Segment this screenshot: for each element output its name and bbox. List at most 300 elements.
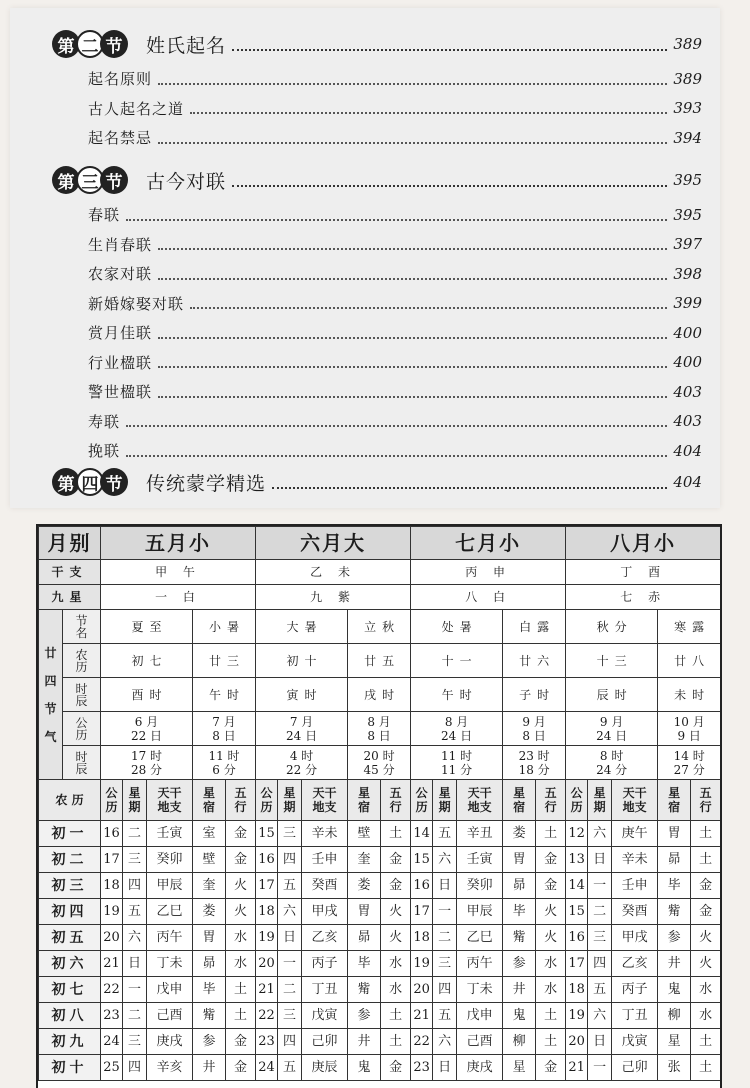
term-date: 8 月 24 日 (411, 712, 503, 746)
toc-item-page: 403 (673, 382, 702, 401)
day-cell: 水 (226, 925, 256, 951)
dot-leader (158, 132, 667, 144)
term-shi: 午 时 (193, 678, 256, 712)
toc-item-label: 寿联 (88, 412, 121, 431)
toc-item[interactable] (88, 68, 702, 89)
col-head: 星 期 (588, 780, 612, 821)
day-cell: 金 (226, 847, 256, 873)
day-cell: 日 (278, 925, 302, 951)
toc-item-page: 400 (673, 353, 702, 371)
day-cell: 六 (588, 821, 612, 847)
day-cell: 甲戌 (612, 925, 658, 951)
term-date: 9 月 24 日 (566, 712, 658, 746)
month-ganzhi: 甲 午 (101, 560, 256, 585)
toc-item-page: 403 (673, 412, 702, 430)
day-cell: 二 (278, 977, 302, 1003)
row-label-ganzhi: 干支 (39, 560, 101, 585)
table-row (39, 899, 721, 925)
day-cell: 甲戌 (302, 899, 348, 925)
corner-label: 月别 (39, 527, 101, 560)
day-cell: 奎 (348, 847, 381, 873)
dot-leader (190, 102, 667, 114)
dot-leader (126, 209, 667, 221)
month-ganzhi: 乙 未 (256, 560, 411, 585)
day-cell: 二 (433, 925, 457, 951)
toc-item[interactable] (88, 204, 702, 225)
table-row (39, 585, 721, 610)
table-row (39, 746, 721, 780)
day-cell: 鬼 (503, 1003, 536, 1029)
term-shi: 酉 时 (101, 678, 193, 712)
term-shi: 未 时 (658, 678, 721, 712)
month-jiuxing: 八 白 (411, 585, 566, 610)
day-cell: 壬申 (612, 873, 658, 899)
col-head: 公 历 (256, 780, 278, 821)
day-cell: 参 (348, 1003, 381, 1029)
toc-item-page: 397 (673, 235, 702, 253)
toc-item-label: 农家对联 (88, 265, 153, 283)
day-cell: 癸酉 (302, 873, 348, 899)
day-cell: 四 (278, 1029, 302, 1055)
col-head: 天干 地支 (457, 780, 503, 821)
day-cell: 觜 (658, 899, 691, 925)
toc-item[interactable] (88, 293, 702, 314)
day-cell: 火 (536, 899, 566, 925)
toc-item-page: 400 (673, 323, 702, 342)
term-nongli: 廿 六 (503, 644, 566, 678)
day-cell: 土 (691, 1055, 721, 1081)
day-cell: 壁 (193, 847, 226, 873)
day-cell: 土 (536, 1029, 566, 1055)
table-row (39, 644, 721, 678)
col-head: 公 历 (566, 780, 588, 821)
day-cell: 水 (536, 977, 566, 1003)
col-head: 星 宿 (348, 780, 381, 821)
dot-leader (158, 327, 667, 339)
section-badge (52, 30, 124, 58)
toc-item[interactable] (88, 263, 702, 284)
day-cell: 戊寅 (612, 1029, 658, 1055)
day-cell: 辛亥 (147, 1055, 193, 1081)
term-date: 8 月 8 日 (348, 712, 411, 746)
dot-leader (190, 297, 667, 309)
col-head: 五 行 (536, 780, 566, 821)
day-cell: 癸卯 (457, 873, 503, 899)
term-shi: 戌 时 (348, 678, 411, 712)
table-row (39, 977, 721, 1003)
day-cell: 乙亥 (302, 925, 348, 951)
table-row (39, 951, 721, 977)
day-cell: 丁丑 (302, 977, 348, 1003)
day-cell: 丙午 (147, 925, 193, 951)
day-cell: 日 (588, 1029, 612, 1055)
day-cell: 19 (101, 899, 123, 925)
toc-item[interactable] (88, 127, 702, 148)
term-date: 10 月 9 日 (658, 712, 721, 746)
term-nongli: 廿 三 (193, 644, 256, 678)
day-cell: 土 (536, 821, 566, 847)
col-head: 星 宿 (658, 780, 691, 821)
day-cell: 17 (256, 873, 278, 899)
day-cell: 22 (101, 977, 123, 1003)
day-cell: 17 (411, 899, 433, 925)
day-cell: 辛未 (612, 847, 658, 873)
day-cell: 金 (536, 1055, 566, 1081)
day-cell: 金 (536, 847, 566, 873)
lunar-day: 初九 (39, 1029, 101, 1055)
day-cell: 乙巳 (147, 899, 193, 925)
day-cell: 17 (101, 847, 123, 873)
day-cell: 甲辰 (147, 873, 193, 899)
day-cell: 水 (381, 951, 411, 977)
term-nongli: 初 十 (256, 644, 348, 678)
day-cell: 庚辰 (302, 1055, 348, 1081)
day-cell: 水 (691, 977, 721, 1003)
day-cell: 16 (101, 821, 123, 847)
day-cell: 一 (588, 1055, 612, 1081)
day-cell: 奎 (193, 873, 226, 899)
almanac-table (36, 524, 722, 1088)
toc-item[interactable] (88, 234, 702, 255)
lunar-day: 初八 (39, 1003, 101, 1029)
day-cell: 20 (256, 951, 278, 977)
day-cell: 庚戌 (457, 1055, 503, 1081)
col-head: 五 行 (226, 780, 256, 821)
term-name: 夏 至 (101, 610, 193, 644)
day-cell: 三 (123, 1029, 147, 1055)
term-shi: 寅 时 (256, 678, 348, 712)
day-cell: 土 (691, 847, 721, 873)
day-cell: 四 (123, 1055, 147, 1081)
toc-section[interactable] (52, 30, 702, 58)
day-cell: 参 (658, 925, 691, 951)
day-cell: 胃 (658, 821, 691, 847)
toc-item[interactable] (88, 440, 702, 461)
day-cell: 辛未 (302, 821, 348, 847)
day-cell: 毕 (193, 977, 226, 1003)
day-cell: 土 (381, 821, 411, 847)
table-row (39, 610, 721, 644)
toc-item-page: 393 (673, 99, 702, 117)
col-head: 星 宿 (193, 780, 226, 821)
badge-char: 节 (100, 30, 128, 58)
term-nongli: 廿 八 (658, 644, 721, 678)
day-cell: 金 (381, 847, 411, 873)
day-cell: 火 (381, 899, 411, 925)
day-cell: 张 (658, 1055, 691, 1081)
sub-label: 公 历 (63, 712, 101, 746)
day-cell: 乙巳 (457, 925, 503, 951)
badge-char: 节 (100, 468, 128, 496)
day-cell: 一 (123, 977, 147, 1003)
day-cell: 己卯 (302, 1029, 348, 1055)
day-cell: 20 (101, 925, 123, 951)
almanac-grid (38, 526, 721, 1081)
toc-item-label: 生肖春联 (88, 235, 153, 254)
day-cell: 三 (433, 951, 457, 977)
section-title: 传统蒙学精选 (146, 472, 267, 495)
day-cell: 昴 (658, 847, 691, 873)
toc-item-label: 赏月佳联 (88, 324, 153, 342)
toc-section[interactable] (52, 166, 702, 194)
day-cell: 土 (226, 977, 256, 1003)
table-row (39, 873, 721, 899)
table-of-contents (10, 8, 720, 508)
day-cell: 18 (101, 873, 123, 899)
term-time: 17 时 28 分 (101, 746, 193, 780)
col-head: 星 期 (433, 780, 457, 821)
day-cell: 18 (566, 977, 588, 1003)
badge-char: 三 (76, 166, 104, 194)
table-row (39, 1003, 721, 1029)
day-cell: 金 (691, 873, 721, 899)
day-cell: 日 (433, 873, 457, 899)
day-cell: 己卯 (612, 1055, 658, 1081)
section-title: 古今对联 (146, 170, 227, 193)
section-title: 姓氏起名 (146, 34, 227, 57)
day-cell: 四 (278, 847, 302, 873)
lunar-day: 初七 (39, 977, 101, 1003)
day-cell: 鬼 (658, 977, 691, 1003)
term-date: 6 月 22 日 (101, 712, 193, 746)
jieqi-char: 气 (44, 729, 57, 744)
col-head: 公 历 (101, 780, 123, 821)
day-cell: 金 (381, 873, 411, 899)
month-jiuxing: 七 赤 (566, 585, 721, 610)
day-cell: 丁未 (147, 951, 193, 977)
day-cell: 15 (411, 847, 433, 873)
day-cell: 娄 (348, 873, 381, 899)
day-cell: 丁未 (457, 977, 503, 1003)
day-cell: 三 (123, 847, 147, 873)
day-cell: 日 (123, 951, 147, 977)
day-cell: 六 (433, 847, 457, 873)
day-cell: 火 (536, 925, 566, 951)
sub-label: 时 辰 (63, 678, 101, 712)
day-cell: 乙亥 (612, 951, 658, 977)
term-nongli: 十 一 (411, 644, 503, 678)
day-cell: 五 (278, 873, 302, 899)
toc-item[interactable] (88, 381, 702, 402)
badge-char: 第 (52, 468, 80, 496)
day-cell: 21 (566, 1055, 588, 1081)
day-cell: 庚戌 (147, 1029, 193, 1055)
day-cell: 觜 (348, 977, 381, 1003)
section-page: 395 (673, 171, 702, 189)
toc-item-page: 404 (673, 441, 702, 460)
badge-char: 第 (52, 166, 80, 194)
table-row (39, 847, 721, 873)
lunar-day: 初十 (39, 1055, 101, 1081)
day-cell: 觜 (503, 925, 536, 951)
term-name: 处 暑 (411, 610, 503, 644)
dot-leader (126, 415, 667, 427)
day-cell: 火 (381, 925, 411, 951)
day-cell: 丁丑 (612, 1003, 658, 1029)
day-cell: 鬼 (348, 1055, 381, 1081)
day-cell: 三 (588, 925, 612, 951)
col-head: 五 行 (381, 780, 411, 821)
col-head: 星 期 (123, 780, 147, 821)
table-row (39, 821, 721, 847)
section-page: 404 (673, 473, 702, 491)
month-title: 六月大 (256, 527, 411, 560)
day-cell: 娄 (193, 899, 226, 925)
day-cell: 火 (691, 951, 721, 977)
toc-item-label: 起名禁忌 (88, 129, 153, 147)
day-cell: 二 (123, 821, 147, 847)
dot-leader (158, 73, 667, 85)
toc-item[interactable] (88, 98, 702, 119)
day-cell: 癸卯 (147, 847, 193, 873)
day-cell: 21 (101, 951, 123, 977)
table-row (39, 678, 721, 712)
day-cell: 戊寅 (302, 1003, 348, 1029)
term-date: 9 月 8 日 (503, 712, 566, 746)
day-cell: 火 (691, 925, 721, 951)
section-badge (52, 468, 124, 496)
term-name: 寒 露 (658, 610, 721, 644)
day-cell: 四 (588, 951, 612, 977)
day-cell: 25 (101, 1055, 123, 1081)
day-cell: 土 (381, 1003, 411, 1029)
day-cell: 20 (566, 1029, 588, 1055)
term-nongli: 初 七 (101, 644, 193, 678)
sub-label: 时 辰 (63, 746, 101, 780)
day-cell: 五 (433, 1003, 457, 1029)
day-cell: 金 (691, 899, 721, 925)
sub-label: 节 名 (63, 610, 101, 644)
month-ganzhi: 丙 申 (411, 560, 566, 585)
day-cell: 18 (411, 925, 433, 951)
table-row (39, 1029, 721, 1055)
term-date: 7 月 24 日 (256, 712, 348, 746)
term-time: 11 时 11 分 (411, 746, 503, 780)
toc-item-label: 新婚嫁娶对联 (88, 294, 185, 313)
dot-leader (158, 386, 667, 398)
day-cell: 昴 (503, 873, 536, 899)
toc-item-page: 399 (673, 294, 702, 312)
badge-char: 二 (76, 30, 104, 58)
toc-item[interactable] (88, 411, 702, 432)
day-cell: 五 (123, 899, 147, 925)
day-cell: 六 (588, 1003, 612, 1029)
day-cell: 壬寅 (457, 847, 503, 873)
day-cell: 20 (411, 977, 433, 1003)
day-cell: 火 (226, 899, 256, 925)
month-jiuxing: 一 白 (101, 585, 256, 610)
month-jiuxing: 九 紫 (256, 585, 411, 610)
table-row (39, 712, 721, 746)
day-cell: 16 (411, 873, 433, 899)
month-title: 五月小 (101, 527, 256, 560)
col-head: 天干 地支 (612, 780, 658, 821)
day-cell: 毕 (348, 951, 381, 977)
section-page: 389 (673, 35, 702, 53)
term-shi: 子 时 (503, 678, 566, 712)
day-cell: 23 (256, 1029, 278, 1055)
day-cell: 觜 (193, 1003, 226, 1029)
day-cell: 丙子 (612, 977, 658, 1003)
lunar-day: 初五 (39, 925, 101, 951)
day-cell: 14 (411, 821, 433, 847)
day-cell: 二 (123, 1003, 147, 1029)
day-cell: 昴 (348, 925, 381, 951)
jieqi-char: 廿 (44, 645, 57, 660)
col-head: 星 宿 (503, 780, 536, 821)
lunar-day: 初三 (39, 873, 101, 899)
day-cell: 日 (588, 847, 612, 873)
day-cell: 丙子 (302, 951, 348, 977)
jieqi-char: 节 (44, 701, 57, 716)
toc-item-label: 警世楹联 (88, 383, 153, 401)
day-cell: 水 (691, 1003, 721, 1029)
col-head: 五 行 (691, 780, 721, 821)
day-cell: 24 (256, 1055, 278, 1081)
day-cell: 金 (381, 1055, 411, 1081)
day-cell: 井 (658, 951, 691, 977)
day-cell: 金 (226, 821, 256, 847)
table-row (39, 560, 721, 585)
day-cell: 22 (411, 1029, 433, 1055)
day-cell: 土 (691, 821, 721, 847)
toc-item[interactable] (88, 352, 702, 373)
toc-item-page: 394 (673, 128, 702, 147)
table-row (39, 780, 721, 821)
toc-item-label: 起名原则 (88, 70, 153, 88)
term-date: 7 月 8 日 (193, 712, 256, 746)
day-cell: 五 (278, 1055, 302, 1081)
day-cell: 土 (381, 1029, 411, 1055)
lunar-day: 初二 (39, 847, 101, 873)
toc-section[interactable] (52, 468, 702, 496)
term-name: 立 秋 (348, 610, 411, 644)
day-cell: 胃 (193, 925, 226, 951)
day-cell: 六 (433, 1029, 457, 1055)
term-name: 大 暑 (256, 610, 348, 644)
day-cell: 金 (536, 873, 566, 899)
term-shi: 午 时 (411, 678, 503, 712)
day-cell: 一 (278, 951, 302, 977)
term-time: 4 时 22 分 (256, 746, 348, 780)
lunar-day: 初六 (39, 951, 101, 977)
day-cell: 五 (588, 977, 612, 1003)
toc-item-page: 395 (673, 205, 702, 224)
toc-item[interactable] (88, 322, 702, 343)
day-cell: 土 (226, 1003, 256, 1029)
day-cell: 壬寅 (147, 821, 193, 847)
row-label-jiuxing: 九星 (39, 585, 101, 610)
day-cell: 22 (256, 1003, 278, 1029)
lunar-day: 初四 (39, 899, 101, 925)
day-cell: 六 (123, 925, 147, 951)
badge-char: 四 (76, 468, 104, 496)
day-cell: 室 (193, 821, 226, 847)
day-cell: 甲辰 (457, 899, 503, 925)
day-cell: 丙午 (457, 951, 503, 977)
day-cell: 23 (101, 1003, 123, 1029)
day-cell: 六 (278, 899, 302, 925)
month-title: 八月小 (566, 527, 721, 560)
term-name: 白 露 (503, 610, 566, 644)
col-head: 星 期 (278, 780, 302, 821)
day-cell: 胃 (503, 847, 536, 873)
day-cell: 参 (193, 1029, 226, 1055)
toc-item-page: 389 (673, 69, 702, 88)
day-cell: 14 (566, 873, 588, 899)
toc-item-page: 398 (673, 264, 702, 283)
day-cell: 四 (123, 873, 147, 899)
